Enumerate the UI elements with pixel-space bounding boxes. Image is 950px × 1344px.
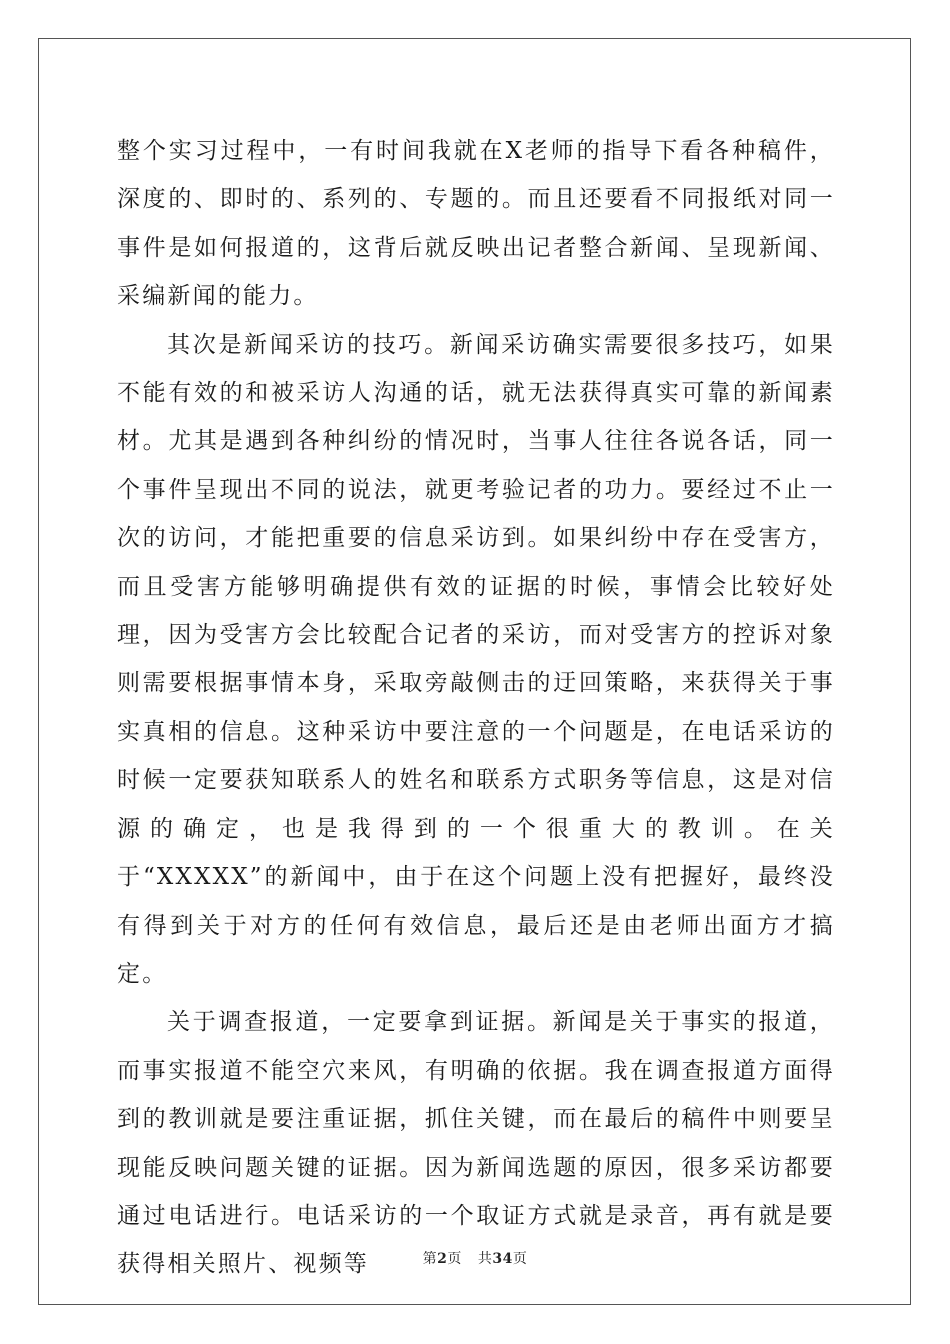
total-suffix: 页: [512, 1251, 528, 1267]
paragraph-1: 整个实习过程中，一有时间我就在X老师的指导下看各种稿件，深度的、即时的、系列的、专题的。而且还要看不同报纸对同一事件是如何报道的，这背后就反映出记者整合新闻、呈现新闻、采编新闻的能力。: [117, 138, 835, 310]
paragraph-2: 其次是新闻采访的技巧。新闻采访确实需要很多技巧，如果不能有效的和被采访人沟通的话，就无法获得真实可靠的新闻素材。尤其是遇到各种纠纷的情况时，当事人往往各说各话，同一个事件呈现出不同的说法，就更考验记者的功力。要经过不止一次的访问，才能把重要的信息采访到。如果纠纷中存在受害方，而且受害方能够明确提供有效的证据的时候，事情会比较好处理，因为受害方会比较配合记者的采访，而对受害方的控诉对象则需要根据事情本身，采取旁敲侧击的迂回策略，来获得关于事实真相的信息。这种采访中要注意的一个问题是，在电话采访的时候一定要获知联系人的姓名和联系方式职务等信息，这是对信源的确定，也是我得到的一个很重大的教训。在关于“XXXXX”的新闻中，由于在这个问题上没有把握好，最终没有得到关于对方的任何有效信息，最后还是由老师出面方才搞定。: [117, 331, 835, 987]
page-prefix: 第: [422, 1251, 438, 1267]
document-body: [117, 127, 835, 1289]
page-suffix: 页: [447, 1251, 462, 1267]
page-number: 2: [437, 1251, 448, 1267]
total-prefix: 共: [477, 1251, 493, 1267]
page-footer: [0, 1248, 950, 1268]
paragraph-3: 关于调查报道，一定要拿到证据。新闻是关于事实的报道，而事实报道不能空穴来风，有明确的依据。我在调查报道方面得到的教训就是要注重证据，抓住关键，而在最后的稿件中则要呈现能反映问题关键的证据。因为新闻选题的原因，很多采访都要通过电话进行。电话采访的一个取证方式就是录音，再有就是要获得相关照片、视频等: [117, 1009, 835, 1278]
total-pages: 34: [492, 1251, 513, 1267]
